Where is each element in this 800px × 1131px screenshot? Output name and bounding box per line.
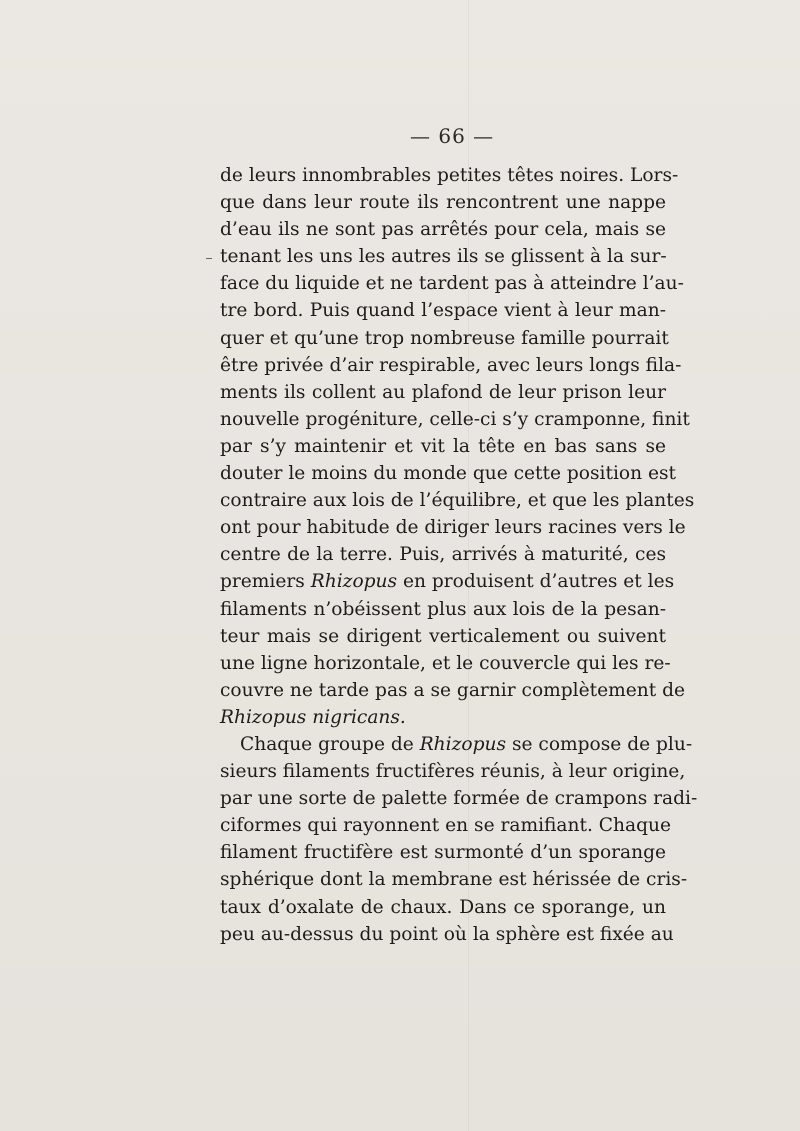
text-line: de leurs innombrables petites têtes noires. Lors- — [220, 165, 679, 186]
text-line: que dans leur route ils rencontrent une nappe — [220, 192, 666, 214]
text-line-species — [220, 704, 666, 731]
text-line: ciformes qui rayonnent en se ramifiant. Chaque — [220, 815, 671, 837]
text-line: filaments n’obéissent plus aux lois de la pesan- — [220, 598, 666, 620]
text-line: d’eau ils ne sont pas arrêtés pour cela, mais se — [220, 219, 666, 241]
text-line: centre de la terre. Puis, arrivés à maturité, ces — [220, 544, 666, 566]
text-run: premiers — [220, 571, 305, 593]
text-line: teur mais se dirigent verticalement ou suivent — [220, 625, 666, 647]
text-line: par s’y maintenir et vit la tête en bas sans se — [220, 435, 666, 457]
text-line: peu au-dessus du point où la sphère est fixée au — [220, 923, 674, 945]
text-line: contraire aux lois de l’équilibre, et que les plantes — [220, 490, 695, 512]
page-number: — 66 — — [410, 124, 495, 148]
text-line-mixed — [220, 568, 675, 595]
text-line: face du liquide et ne tardent pas à atteindre l’au- — [220, 273, 684, 295]
text-line: nouvelle progéniture, celle-ci s’y cramponne, finit — [220, 408, 690, 430]
text-line: une ligne horizontale, et le couvercle qui les re- — [220, 652, 671, 674]
text-line: couvre ne tarde pas a se garnir complètement de — [220, 679, 685, 701]
text-line: tre bord. Puis quand l’espace vient à leur man- — [220, 300, 666, 322]
text-line: sieurs filaments fructifères réunis, à leur origine, — [220, 761, 686, 783]
paragraph-start-line — [220, 731, 693, 758]
text-line: taux d’oxalate de chaux. Dans ce sporange, un — [220, 896, 666, 918]
text-line: filament fructifère est surmonté d’un sporange — [220, 842, 666, 864]
text-line: ments ils collent au plafond de leur prison leur — [220, 381, 666, 403]
text-run: Chaque groupe de — [240, 733, 414, 755]
body-text — [220, 162, 698, 948]
text-line: quer et qu’une trop nombreuse famille pourrait — [220, 327, 669, 349]
text-run: en produisent d’autres et les — [403, 571, 675, 593]
italic-genus-name: Rhizopus — [419, 733, 507, 755]
italic-genus-name: Rhizopus — [310, 571, 398, 593]
text-line: tenant les uns les autres ils se glissent à la sur- — [220, 246, 667, 268]
text-line: être privée d’air respirable, avec leurs longs fila- — [220, 354, 682, 376]
text-line: ont pour habitude de diriger leurs racines vers le — [220, 517, 686, 539]
margin-mark — [206, 258, 212, 259]
italic-species-name: Rhizopus nigricans. — [220, 706, 406, 728]
text-line: sphérique dont la membrane est hérissée de cris- — [220, 869, 688, 891]
text-line: douter le moins du monde que cette position est — [220, 463, 676, 485]
text-line: par une sorte de palette formée de crampons radi- — [220, 788, 698, 810]
text-run: se compose de plu- — [511, 733, 693, 755]
